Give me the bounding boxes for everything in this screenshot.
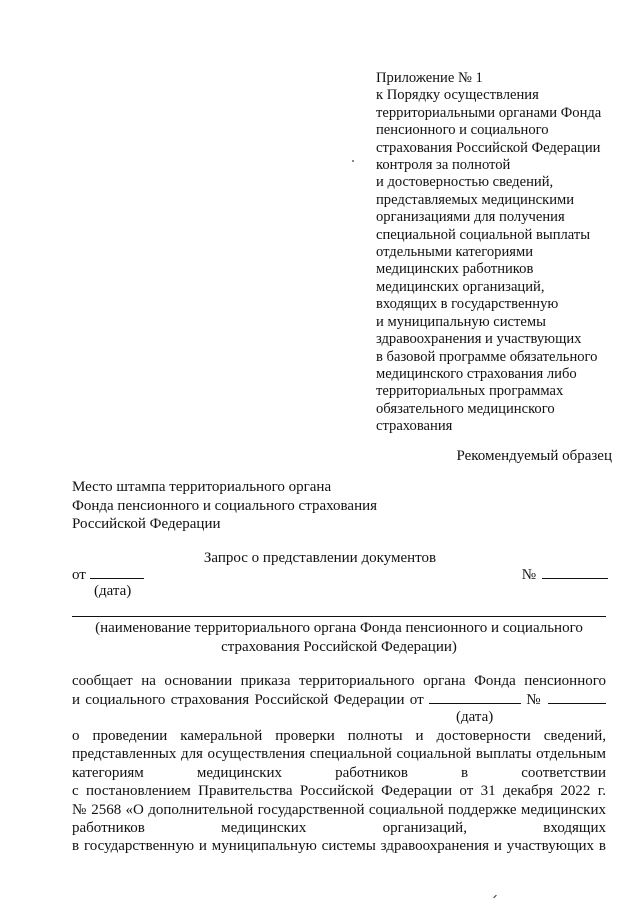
body-line: представленных для осуществления специальной социальной выплаты отдельным [72,746,606,763]
org-name-line: страхования Российской Федерации) [221,638,457,655]
recommended-sample-label: Рекомендуемый образец [456,448,612,464]
body-paragraph-2 [72,727,606,856]
from-date-field [72,566,144,584]
org-name-blank-line [72,616,606,617]
body-paragraph-1 [72,672,606,709]
date-caption: (дата) [94,583,132,599]
appendix-line: в базовой программе обязательного [376,348,598,365]
body-line: в государственную и муниципальную системы здравоохранения и участвующих в [72,838,606,855]
appendix-line: и достоверностью сведений, [376,174,554,191]
document-number-field [522,566,608,584]
order-date-blank [429,691,521,704]
org-name-line: (наименование территориального органа Фонда пенсионного и социального [95,620,583,636]
appendix-line: медицинских организаций, [376,278,545,295]
appendix-line: организациями для получения [376,209,565,226]
appendix-line: медицинского страхования либо [376,365,577,382]
appendix-line: страхования Российской Федерации [376,139,601,156]
appendix-line: контроля за полнотой [376,157,511,174]
number-label: № [521,567,536,583]
stamp-line: Место штампа территориального органа [72,479,332,495]
appendix-line: и муниципальную системы [376,313,546,330]
body-line: категориям медицинских работников в соответствии [72,764,606,781]
appendix-line: Приложение № 1 [376,70,483,86]
stamp-placeholder [72,478,377,534]
body-line: с постановлением Правительства Российской Федерации от 31 декабря 2022 г. [72,783,606,800]
document-title: Запрос о представлении документов [203,550,437,566]
appendix-block [376,70,626,436]
appendix-line: здравоохранения и участвующих [376,331,582,348]
stamp-line: Российской Федерации [72,516,221,532]
appendix-line: страхования [376,418,453,435]
appendix-line: медицинских работников [376,261,534,278]
order-date-caption: (дата) [456,709,494,725]
scan-speck [352,160,354,162]
appendix-line: входящих в государственную [376,296,559,313]
appendix-line: специальной социальной выплаты [376,226,591,243]
body-line: сообщает на основании приказа территориального органа Фонда пенсионного [72,673,606,689]
appendix-line: обязательного медицинского [376,400,555,417]
appendix-line: отдельными категориями [376,244,534,261]
appendix-line: представляемых медицинскими [376,191,575,208]
appendix-line: территориальными органами Фонда [376,104,602,121]
org-name-caption [72,619,606,656]
body-line: № 2568 «О дополнительной государственной социальной поддержке медицинских [72,801,606,818]
order-number-label: № [526,691,543,708]
from-date-blank [90,566,144,579]
appendix-line: пенсионного и социального [376,122,549,139]
stamp-line: Фонда пенсионного и социального страхования [72,497,378,514]
number-blank [542,566,608,579]
body-line-prefix: и социального страхования Российской Федерации от [72,691,424,708]
body-line-with-blanks [72,691,606,710]
appendix-line: территориальных программах [376,383,564,400]
scan-mark [493,895,497,899]
body-line: о проведении камеральной проверки полноты и достоверности сведений, [72,728,606,744]
from-label: от [72,567,86,583]
appendix-line: к Порядку осуществления [376,87,539,104]
body-line: работников медицинских организаций, входящих [72,820,606,837]
order-number-blank [548,691,606,704]
